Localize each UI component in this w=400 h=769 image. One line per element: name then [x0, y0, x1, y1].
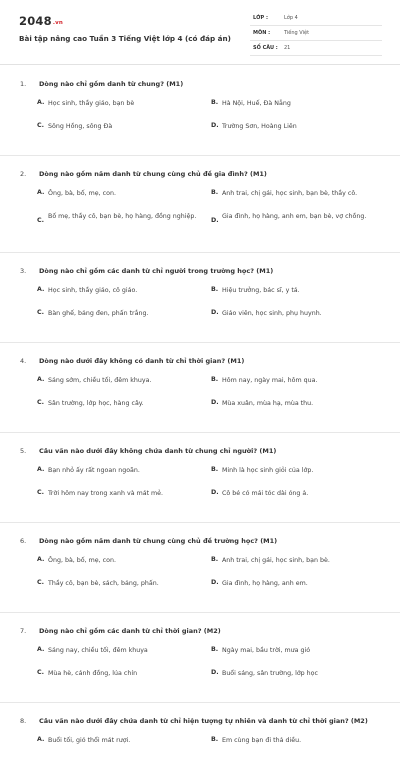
question-number: 2.: [20, 170, 27, 178]
question-text: Dòng nào gồm năm danh từ chung cùng chủ đề trường học? (M1): [39, 537, 278, 545]
question-4: 4. Dòng nào dưới đây không có danh từ chỉ thời gian? (M1) A. Sáng sớm, chiều tối, đêm khuya. B. Hôm nay, ngày mai, hôm qua. C. Sân trường, lớp học, hàng cây. D. Mùa xuân, mùa hạ, mùa thu.: [0, 343, 400, 433]
question-text: Dòng nào gồm năm danh từ chung cùng chủ đề gia đình? (M1): [39, 170, 267, 178]
question-2: 2. Dòng nào gồm năm danh từ chung cùng chủ đề gia đình? (M1) A. Ông, bà, bố, mẹ, con. B. Anh trai, chị gái, học sinh, bạn bè, thầy cô. C. Bố mẹ, thầy cô, bạn bè, họ hàng, đồng nghiệp. D. Gia đình, họ hàng, anh em, bạn bè, vợ chồng.: [0, 156, 400, 253]
question-text: Câu văn nào dưới đây không chứa danh từ chung chỉ người? (M1): [39, 447, 277, 455]
question-number: 4.: [20, 357, 27, 365]
meta-value: Tiếng Việt: [284, 30, 310, 36]
question-6: 6. Dòng nào gồm năm danh từ chung cùng chủ đề trường học? (M1) A. Ông, bà, bố, mẹ, con. B. Anh trai, chị gái, học sinh, bạn bè. C. Thầy cô, bạn bè, sách, bảng, phấn. D. Gia đình, họ hàng, anh em.: [0, 523, 400, 613]
worksheet-title: Bài tập nâng cao Tuần 3 Tiếng Việt lớp 4 (có đáp án): [19, 34, 231, 43]
meta-row-grade: [250, 11, 382, 26]
question-8: 8. Câu văn nào dưới đây chứa danh từ chỉ hiện tượng tự nhiên và danh từ chỉ thời gian? (M2) A. Buổi tối, gió thổi mát rượi. B. Em cùng bạn đi thả diều.: [20, 717, 368, 744]
question-number: 6.: [20, 537, 27, 545]
question-number: 7.: [20, 627, 27, 635]
meta-value: 21: [284, 45, 291, 51]
question-1: 1. Dòng nào chỉ gồm danh từ chung? (M1) A. Học sinh, thầy giáo, bạn bè B. Hà Nội, Huế, Đà Nẵng C. Sông Hồng, sông Đà D. Trường Sơn, Hoàng Liên: [0, 66, 400, 156]
question-number: 3.: [20, 267, 27, 275]
question-number: 8.: [20, 717, 27, 725]
question-number: 5.: [20, 447, 27, 455]
meta-label: SỐ CÂU :: [253, 45, 278, 51]
question-text: Dòng nào chỉ gồm các danh từ chỉ thời gian? (M2): [39, 627, 221, 635]
question-text: Câu văn nào dưới đây chứa danh từ chỉ hiện tượng tự nhiên và danh từ chỉ thời gian? (M2): [39, 717, 368, 725]
meta-row-count: [250, 41, 382, 56]
meta-label: MÔN :: [253, 30, 271, 36]
question-list: [0, 66, 400, 769]
header-divider: [0, 64, 400, 65]
worksheet-header: [0, 0, 400, 64]
question-text: Dòng nào chỉ gồm các danh từ chỉ người trong trường học? (M1): [39, 267, 274, 275]
meta-value: Lớp 4: [284, 15, 298, 21]
worksheet-meta: [250, 11, 382, 56]
question-7: 7. Dòng nào chỉ gồm các danh từ chỉ thời gian? (M2) A. Sáng nay, chiều tối, đêm khuya B. Ngày mai, bầu trời, mưa gió C. Mùa hè, cánh đồng, lúa chín D. Buổi sáng, sân trường, lớp học: [0, 613, 400, 703]
question-text: Dòng nào chỉ gồm danh từ chung? (M1): [39, 80, 184, 88]
question-3: 3. Dòng nào chỉ gồm các danh từ chỉ người trong trường học? (M1) A. Học sinh, thầy giáo, cô giáo. B. Hiệu trưởng, bác sĩ, y tá. C. Bàn ghế, bảng đen, phấn trắng. D. Giáo viên, học sinh, phụ huynh.: [0, 253, 400, 343]
meta-row-subject: [250, 26, 382, 41]
meta-label: LỚP :: [253, 15, 268, 21]
question-number: 1.: [20, 80, 27, 88]
question-text: Dòng nào dưới đây không có danh từ chỉ thời gian? (M1): [39, 357, 245, 365]
question-5: 5. Câu văn nào dưới đây không chứa danh từ chung chỉ người? (M1) A. Bạn nhỏ ấy rất ngoan ngoãn. B. Minh là học sinh giỏi của lớp. C. Trời hôm nay trong xanh và mát mẻ. D. Cô bé có mái tóc dài óng ả.: [0, 433, 400, 523]
site-logo[interactable]: 2048.vn: [19, 14, 64, 28]
